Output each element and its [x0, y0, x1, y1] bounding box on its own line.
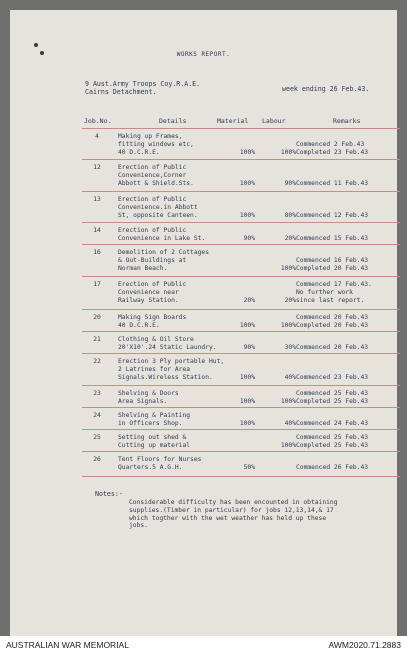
material-percent: 100%	[239, 211, 255, 219]
footer-bar	[0, 636, 407, 653]
labour-percent: 100%	[280, 397, 296, 405]
material-percent: 100%	[239, 419, 255, 427]
job-number: 17	[93, 281, 101, 288]
job-number: 24	[93, 412, 101, 419]
column-header-remarks: Remarks	[333, 117, 361, 125]
table-row	[82, 223, 400, 245]
job-remarks: Commenced 25 Feb.43 Completed 25 Feb.43	[296, 390, 369, 405]
labour-percent: 100%	[280, 441, 296, 449]
labour-percent: 20%	[284, 296, 296, 304]
job-details: Making up Frames, fitting windows etc, 40 D.C.R.E.	[118, 133, 194, 156]
job-remarks: Commenced 23 Feb.43	[296, 373, 369, 381]
job-remarks: Commenced 11 Feb.43	[296, 179, 369, 187]
table-row	[82, 452, 400, 477]
job-details: Making Sign Boards 40 D.C.R.E.	[118, 314, 187, 329]
column-header-labour: Labour	[262, 117, 286, 125]
footer-accession-number: AWM2020.71.2883	[328, 640, 401, 650]
column-header-material: Material	[217, 117, 249, 125]
column-header-details: Details	[159, 117, 187, 125]
table-row	[82, 310, 400, 332]
table-row	[82, 386, 400, 408]
punch-hole	[34, 43, 38, 47]
job-remarks: Commenced 12 Feb.43	[296, 211, 369, 219]
job-number: 16	[93, 249, 101, 256]
job-details: Clothing & Oil Store 20'X10'.24 Static Laundry.	[118, 336, 217, 351]
labour-percent: 100%	[280, 264, 296, 272]
job-number: 22	[93, 358, 101, 365]
job-number: 4	[95, 133, 99, 140]
table-row	[82, 430, 400, 452]
labour-percent: 40%	[284, 419, 296, 427]
labour-percent: 80%	[284, 211, 296, 219]
week-ending: week ending 26 Feb.43.	[282, 85, 370, 93]
job-details: Shelving & Doors Area Signals.	[118, 390, 179, 405]
job-remarks: Commenced 17 Feb.43. No further work since last report.	[296, 281, 372, 304]
job-remarks: Commenced 16 Feb.43 Completed 20 Feb.43	[296, 256, 369, 272]
job-remarks: Commenced 20 Feb.43	[296, 343, 369, 351]
material-percent: 20%	[243, 296, 255, 304]
job-details: Setting out shed & Cutting up material	[118, 434, 191, 449]
material-percent: 100%	[239, 321, 255, 329]
material-percent: 90%	[243, 234, 255, 242]
job-details: Erection of Public Convenience near Railway Station.	[118, 281, 187, 304]
job-number: 20	[93, 314, 101, 321]
job-remarks: Commenced 15 Feb.43	[296, 234, 369, 242]
table-row	[82, 408, 400, 430]
job-details: Demolition of 2 Cottages & Out-Buildings at Norman Beach.	[118, 249, 209, 272]
material-percent: 100%	[239, 373, 255, 381]
table-row	[82, 354, 400, 386]
works-table	[82, 128, 400, 477]
table-row	[82, 192, 400, 223]
labour-percent: 40%	[284, 373, 296, 381]
report-title: WORKS REPORT.	[176, 51, 231, 58]
job-number: 26	[93, 456, 101, 463]
table-row	[82, 277, 400, 310]
job-details: Erection of Public Convenience.in Abbott St, opposite Canteen.	[118, 196, 198, 219]
material-percent: 90%	[243, 343, 255, 351]
column-header-job-no: Job.No.	[84, 117, 112, 125]
labour-percent: 100%	[280, 148, 296, 156]
job-remarks: Commenced 24 Feb.43	[296, 419, 369, 427]
table-row	[82, 332, 400, 354]
notes-label: Notes:-	[95, 490, 123, 498]
unit-line-2: Cairns Detachment.	[85, 88, 157, 96]
notes-text: Considerable difficulty has been encounted in obtaining supplies.(Timber in particular) for jobs 12,13,14,& 17 which togther with the wet weather has held up these jobs.	[129, 499, 338, 530]
table-row	[82, 160, 400, 192]
material-percent: 100%	[239, 179, 255, 187]
table-row	[82, 129, 400, 160]
footer-institution: AUSTRALIAN WAR MEMORIAL	[6, 640, 129, 650]
job-number: 25	[93, 434, 101, 441]
labour-percent: 20%	[284, 234, 296, 242]
job-remarks: Commenced 2 Feb.43 Completed 23 Feb.43	[296, 140, 369, 156]
job-details: Erection of Public Convenience,Corner Abbott & Shield.Sts.	[118, 164, 194, 187]
job-number: 23	[93, 390, 101, 397]
labour-percent: 100%	[280, 321, 296, 329]
table-row	[82, 245, 400, 277]
labour-percent: 90%	[284, 179, 296, 187]
job-details: Shelving & Painting in Officers Shop.	[118, 412, 191, 427]
job-number: 13	[93, 196, 101, 203]
document-page	[10, 10, 397, 636]
unit-line-1: 9 Aust.Army Troops Coy.R.A.E.	[85, 80, 201, 88]
job-number: 21	[93, 336, 101, 343]
material-percent: 100%	[239, 148, 255, 156]
material-percent: 100%	[239, 397, 255, 405]
job-number: 14	[93, 227, 101, 234]
labour-percent: 30%	[284, 343, 296, 351]
job-details: Erection 3 Ply portable Hut, 2 Latrines for Area Signals.Wireless Station.	[118, 358, 225, 381]
job-number: 12	[93, 164, 101, 171]
job-details: Tent Floors for Nurses Quarters.5 A.G.H.	[118, 456, 202, 471]
job-details: Erection of Public Convenience in Lake St.	[118, 227, 206, 242]
job-remarks: Commenced 26 Feb.43	[296, 463, 369, 471]
material-percent: 50%	[243, 463, 255, 471]
job-remarks: Commenced 20 Feb.43 Completed 20 Feb.43	[296, 314, 369, 329]
job-remarks: Commenced 25 Feb.43 Completed 25 Feb.43	[296, 434, 369, 449]
